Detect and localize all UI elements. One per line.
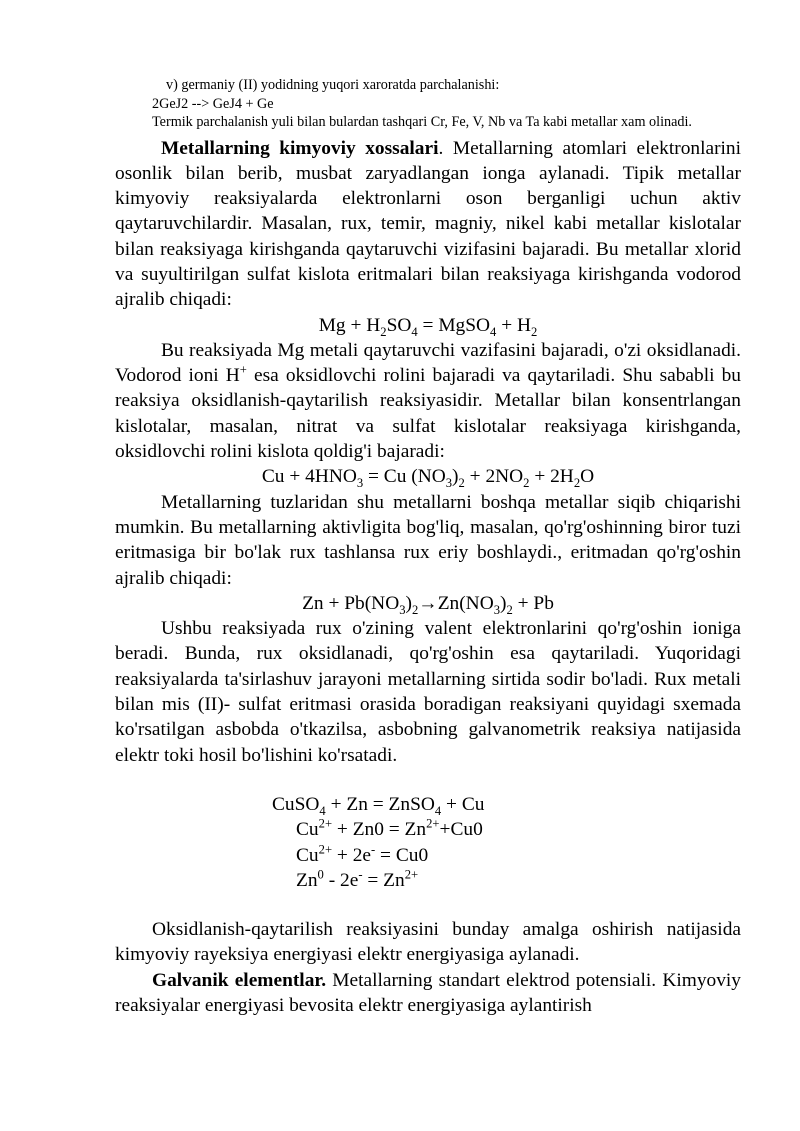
scheme-line-4 [115, 868, 741, 893]
eq-sup: 0 [317, 867, 324, 882]
paragraph-redox-energy: Oksidlanish-qaytarilish reaksiyasini bunday amalga oshirish natijasida kimyoviy rayeksiya energiyasi elektr energiyasiga aylanadi. [115, 919, 741, 966]
paragraph-text: Metallarning atomlari elektronlarini osonlik bilan berib, musbat zaryadlangan ionga aylanadi. Tipik metallar kimyoviy reaksiyalarda elektronlarni oson berganligi uchun aktiv qaytaruvchilardir. Masalan, rux, temir, magniy, nikel kabi metallar kislotalar bilan reaksiyaga kirishganda qaytaruvchi vizifasini bajaradi. Bu metallar xlorid va suyultirilgan sulfat kislota eritmalari bilan reaksiyaga kirishganda vodorod ajralib chiqadi: [115, 137, 742, 311]
eq-sub: 2 [523, 476, 530, 491]
intro-line-equation: 2GeJ2 --> GeJ4 + Ge [152, 95, 274, 112]
paragraph-text: Bu reaksiyada Mg metali qaytaruvchi vazifasini bajaradi, o'zi oksidlanadi. Vodorod ioni H [115, 339, 741, 387]
eq-part: + H [496, 314, 531, 336]
eq-sub: 3 [493, 602, 501, 617]
eq-sub: 4 [490, 324, 497, 339]
eq-part: ) [405, 592, 412, 614]
eq-sup: 2+ [318, 816, 333, 831]
eq-sup: - [371, 842, 376, 857]
eq-sub: 4 [434, 803, 442, 818]
eq-part: ) [500, 592, 507, 614]
scheme-line-3 [115, 843, 741, 868]
eq-sub: 4 [411, 324, 418, 339]
eq-part: Zn [296, 869, 318, 891]
eq-sup: 2+ [426, 816, 440, 831]
eq-part: Cu + 4HNO [261, 466, 357, 488]
eq-sub: 2 [506, 602, 513, 617]
equation-cu-hno3 [115, 464, 741, 489]
eq-sub: 2 [458, 476, 465, 491]
equation-zn-pb [115, 591, 741, 616]
section-heading-chemical-properties: Metallarning kimyoviy xossalari [161, 137, 439, 159]
eq-part: + 2e [332, 844, 371, 866]
eq-part: Mg + H [318, 314, 381, 336]
eq-sup: 2+ [404, 867, 419, 882]
paragraph-text: esa oksidlovchi rolini bajaradi va qaytariladi. Shu sababli bu reaksiya oksidlanish-qaytarilish reaksiyasidir. Metallar bilan konsentrlangan kislotalar, masalan, nitrat va sulfat kislotalar reaksiyaga kirishganda, oksidlovchi rolini kislota qoldig'i bajaradi: [115, 365, 741, 463]
reaction-scheme [115, 792, 741, 893]
paragraph-zn-valence: Ushbu reaksiyada rux o'zining valent elektronlarini qo'rg'oshin ioniga beradi. Bunda, rux oksidlanadi, qo'rg'oshin esa qaytariladi. Yuqoridagi reaksiyalarda ta'sirlashuv jarayoni metallarning sirtida sodir bo'ladi. Rux metali bilan mis (II)- sulfat eritmasi orasida boradigan reaksiyani quyidagi sxemada ko'rsatilgan asbobda o'tkazilsa, asbobning galvanometrik reaksiya natijasida elektr toki hosil bo'lishini ko'rsatadi. [115, 618, 741, 766]
eq-part: + Zn0 = Zn [332, 819, 427, 841]
scheme-line-2 [115, 817, 741, 842]
eq-part: + Pb [512, 592, 554, 614]
equation-mg-h2so4 [115, 313, 741, 338]
paragraph-displacement: Metallarning tuzlaridan shu metallarni boshqa metallar siqib chiqarishi mumkin. Bu metallarning aktivligita bog'liq, masalan, qo'rg'oshinning biror tuzi eritmasiga bir bo'lak rux tashlansa rux eriy boshlaydi., eritmadan qo'rg'oshin ajralib chiqadi: [115, 491, 741, 589]
eq-sub: 2 [573, 476, 581, 491]
eq-part: Cu [296, 844, 319, 866]
paragraph-text: Metallarning standart elektrod potensiali. Kimyoviy reaksiyalar energiyasi bevosita elektr energiyasiga aylantirish [115, 969, 741, 1016]
eq-part: Zn + Pb(NO [302, 592, 400, 614]
eq-part: = Zn [362, 869, 405, 891]
eq-sup: 2+ [318, 842, 333, 857]
eq-part: + 2H [529, 466, 574, 488]
eq-part: + 2NO [464, 466, 524, 488]
eq-part: Cu [296, 819, 319, 841]
eq-part: - 2e [323, 869, 359, 891]
eq-part: +Cu0 [439, 819, 483, 841]
eq-sup: - [358, 867, 363, 882]
eq-part: = MgSO [417, 314, 491, 336]
paragraph-galvanic [115, 968, 741, 1019]
eq-part: O [580, 466, 595, 488]
eq-sub: 3 [356, 476, 364, 491]
paragraph-chemical-properties [115, 136, 741, 313]
eq-part: = Cu0 [375, 844, 429, 866]
scheme-line-1 [115, 792, 741, 817]
eq-sub: 2 [411, 602, 419, 617]
intro-line-termik: Termik parchalanish yuli bilan bulardan tashqari Cr, Fe, V, Nb va Ta kabi metallar xam olinadi. [152, 114, 692, 130]
eq-part: = Cu (NO [363, 466, 446, 488]
paragraph-mg-reaction [115, 338, 741, 464]
heading-dot: . [438, 137, 444, 159]
eq-part: + Zn = ZnSO [325, 793, 435, 815]
eq-part: SO [386, 314, 412, 336]
eq-sub: 3 [399, 602, 406, 617]
section-heading-galvanic: Galvanik elementlar. [152, 969, 327, 991]
eq-sub: 2 [531, 324, 538, 339]
document-page [115, 76, 741, 1018]
charge-sup: + [239, 362, 247, 377]
intro-line-v: v) germaniy (II) yodidning yuqori xaroratda parchalanishi: [166, 77, 500, 93]
eq-sub: 3 [445, 476, 453, 491]
eq-part: ) [452, 466, 459, 488]
eq-part: CuSO [272, 793, 320, 815]
eq-sub: 2 [380, 324, 387, 339]
eq-sub: 4 [319, 803, 326, 818]
eq-part: →Zn(NO [418, 592, 494, 614]
eq-part: + Cu [441, 793, 485, 815]
